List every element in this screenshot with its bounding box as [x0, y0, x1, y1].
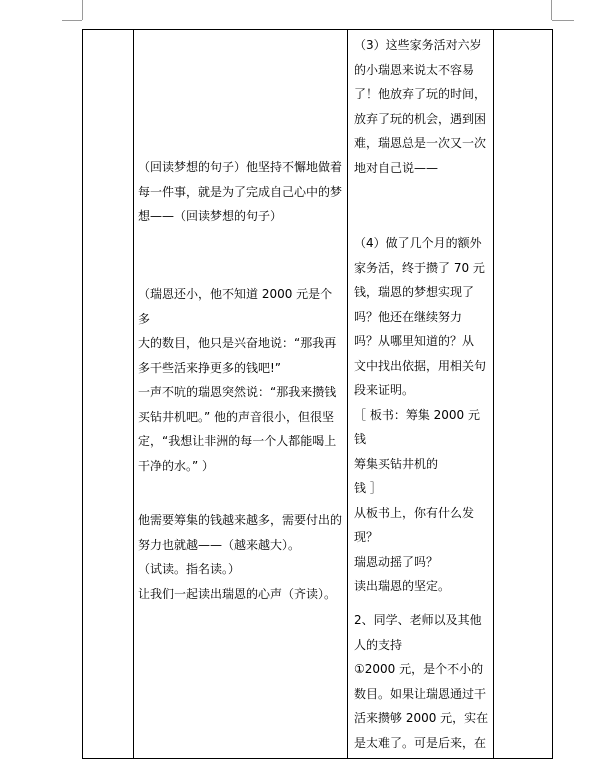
activity-text-4: （4）做了几个月的额外 家务活，终于攒了 70 元 钱，瑞恩的梦想实现了 吗？他还在继续努力 吗？从哪里知道的？从 文中找出依据，用相关句 段来证明。 ［ 板书：筹集 2000 元钱 筹集买钻井机的 钱 ］ 从板书上，你有什么发 现？ 瑞恩动摇了吗？ 读出瑞恩的坚定。: [354, 236, 487, 593]
activity-text-3: （3）这些家务活对六岁 的小瑞恩来说太不容易 了！他放弃了玩的时间， 放弃了玩的机会，遇到困 难，瑞恩总是一次又一次 地对自己说——: [354, 38, 487, 175]
column-divider-2: [347, 30, 348, 758]
teacher-text-ryan-young: （瑞恩还小，他不知道 2000 元是个多 大的数目，他只是兴奋地说：“那我再 多干些活来挣更多的钱吧!” 一声不吭的瑞恩突然说：“那我来攒钱 买钻井机吧。” 他的声音很小，但很坚 定，“我想让非洲的每一个人都能喝上 干净的水。” ）: [138, 287, 337, 473]
activity-text-support: 2、同学、老师以及其他 人的支持 ①2000 元，是个不小的 数目。如果让瑞恩通过干 活来攒够 2000 元，实在 是太难了。可是后来，在: [354, 613, 489, 750]
crop-mark-top-right-vertical: [551, 0, 552, 20]
teacher-text-dream: （回读梦想的句子）他坚持不懈地做着 每一件事，就是为了完成自己心中的梦 想——（回读梦想的句子）: [138, 160, 343, 223]
crop-mark-top-right-horizontal: [552, 20, 574, 21]
column-divider-3: [493, 30, 494, 758]
column-divider-1: [133, 30, 134, 758]
crop-mark-top-left-vertical: [82, 0, 83, 20]
lesson-table: [82, 29, 553, 759]
teacher-text-more-money: 他需要筹集的钱越来越多，需要付出的 努力也就越——（越来越大）。 （试读。指名读。） 让我们一起读出瑞恩的心声（齐读）。: [138, 513, 343, 601]
crop-mark-top-left-horizontal: [62, 20, 82, 21]
